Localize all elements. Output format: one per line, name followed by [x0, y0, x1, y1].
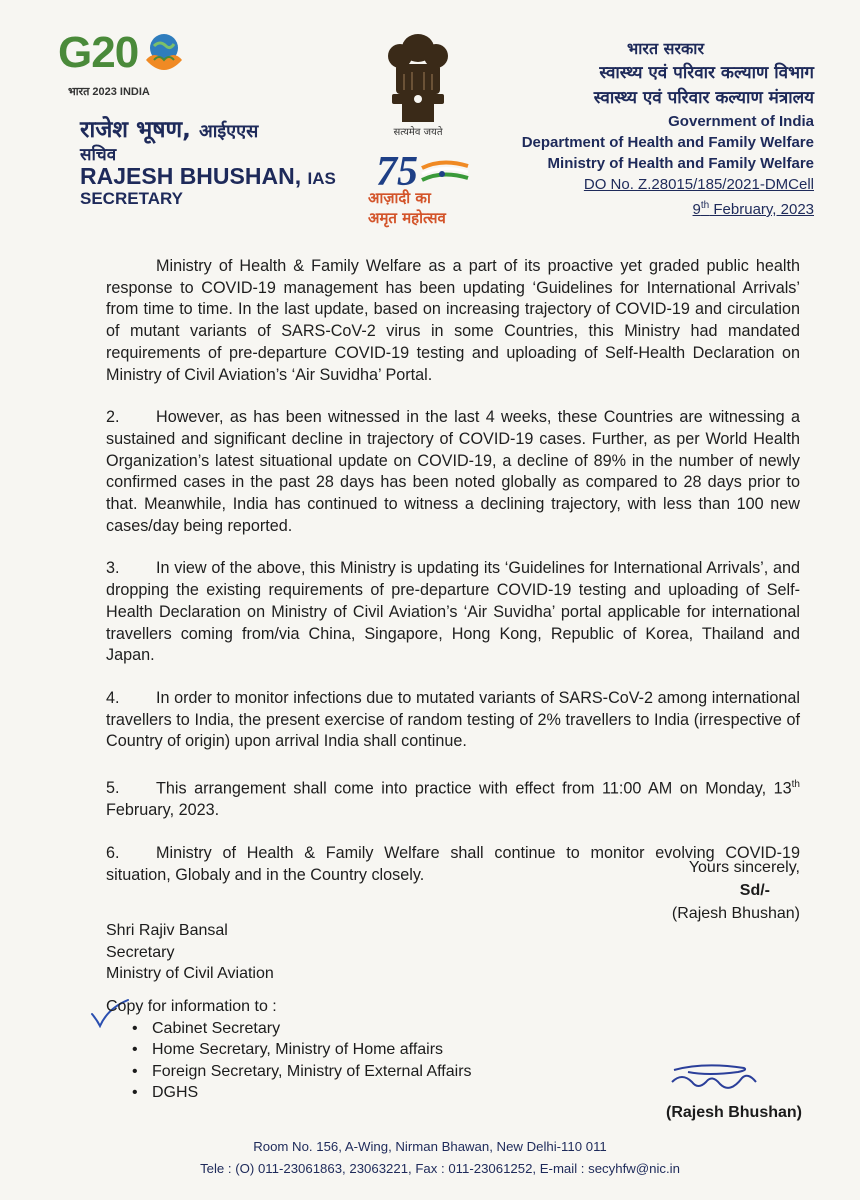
copy-to-list	[106, 1018, 472, 1104]
copy-to-block	[106, 996, 472, 1104]
sender-english-designation: SECRETARY	[80, 189, 183, 208]
handwritten-signature	[668, 1060, 764, 1096]
dept-hindi-line1: भारत सरकार	[627, 39, 704, 58]
dept-hindi-line2: स्वास्थ्य एवं परिवार कल्याण विभाग	[599, 63, 814, 83]
dept-english-line3: Ministry of Health and Family Welfare	[547, 155, 814, 172]
letter-body	[106, 256, 800, 907]
azadi-ka-amrit-mahotsav-logo	[368, 148, 478, 238]
paragraph-4	[106, 688, 800, 753]
dept-hindi-line3: स्वास्थ्य एवं परिवार कल्याण मंत्रालय	[593, 88, 814, 108]
paragraph-2	[106, 407, 800, 537]
letter-date	[474, 195, 814, 220]
closing-block	[672, 856, 800, 925]
lotus-globe-icon	[142, 30, 186, 74]
closing-sd: Sd/-	[739, 882, 770, 899]
paragraph-5	[106, 774, 800, 822]
letter-date-rest: February, 2023	[709, 201, 814, 218]
paragraph-3-text: In view of the above, this Ministry is updating its ‘Guidelines for International Arrivals’, and dropping the existing requirements of pre-departure COVID-19 testing and uploading of Self-Health Declaration on Ministry of Civil Aviation’s ‘Air Suvidha’ portal applicable for international travellers coming from/via China, Singapore, Hong Kong, Republic of Korea, Thailand and Japan.	[106, 559, 800, 665]
footer-address: Room No. 156, A-Wing, Nirman Bhawan, New Delhi-110 011	[253, 1139, 607, 1154]
dept-english-line1: Government of India	[668, 113, 814, 130]
sender-hindi-suffix: आईएएस	[198, 121, 259, 142]
addressee-block	[106, 920, 274, 985]
sender-hindi-designation: सचिव	[80, 145, 117, 165]
footer-contact: Tele : (O) 011-23061863, 23063221, Fax : 011-23061252, E-mail : secyhfw@nic.in	[200, 1161, 680, 1176]
paragraph-6-number: 6.	[106, 843, 120, 862]
paragraph-5-sup: th	[791, 779, 800, 791]
paragraph-2-text: However, as has been witnessed in the last 4 weeks, these Countries are witnessing a sustained and significant decline in trajectory of COVID-19 cases. Further, as per World Health Organization’s latest situational update on COVID-19, a decline of 89% in the number of newly confirmed cases in the past 28 days has been noted globally as compared to 28 days prior to that. Meanwhile, India has continued to witness a declining trajectory, with less than 100 new cases/day being reported.	[106, 408, 800, 535]
sender-hindi-name-text: राजेश भूषण,	[80, 117, 191, 143]
department-header	[474, 36, 814, 220]
closing-salutation: Yours sincerely,	[688, 859, 800, 876]
addressee-office: Ministry of Civil Aviation	[106, 965, 274, 982]
sender-english-name-text: RAJESH BHUSHAN,	[80, 163, 302, 189]
signatory-name: (Rajesh Bhushan)	[665, 1104, 802, 1121]
g20-logo	[58, 28, 198, 98]
list-item: • DGHS	[132, 1082, 472, 1104]
emblem-motto: सत्यमेव जयते	[393, 127, 443, 138]
paragraph-1-text: Ministry of Health & Family Welfare as a part of its proactive yet graded public health response to COVID-19 management has been updating ‘Guidelines for International Arrivals’ from time to time. In the last update, based on increasing trajectory of COVID-19 and circulation of mutant variants of SARS-CoV-2 virus in some Countries, this Ministry had mandated requirements of pre-departure COVID-19 testing and uploading of Self-Health Declaration on Ministry of Civil Aviation’s ‘Air Suvidha’ Portal.	[106, 257, 800, 384]
paragraph-5-number: 5.	[106, 779, 120, 798]
paragraph-5-text-b: February, 2023.	[106, 801, 220, 820]
sender-english-suffix: IAS	[307, 169, 336, 188]
paragraph-3-number: 3.	[106, 559, 120, 578]
azadi-logo-number: 75	[376, 149, 418, 195]
g20-logo-text: G20	[58, 28, 139, 77]
paragraph-1	[106, 256, 800, 386]
letter-date-suffix: th	[700, 200, 710, 211]
dept-english-line2: Department of Health and Family Welfare	[521, 134, 814, 151]
letter-date-day: 9	[692, 201, 701, 218]
paragraph-2-number: 2.	[106, 408, 120, 427]
flag-swoosh-icon	[420, 160, 470, 186]
paragraph-5-text-a: This arrangement shall come into practice with effect from 11:00 AM on Monday, 13	[156, 779, 792, 798]
paragraph-4-number: 4.	[106, 688, 120, 707]
paragraph-6-text: Ministry of Health & Family Welfare shall continue to monitor evolving COVID-19 situation, Globaly and in the Country closely.	[106, 843, 800, 884]
list-item: • Cabinet Secretary	[132, 1018, 472, 1040]
closing-name: (Rajesh Bhushan)	[671, 905, 800, 922]
sender-hindi-name	[80, 112, 258, 144]
paragraph-3	[106, 558, 800, 667]
addressee-name: Shri Rajiv Bansal	[106, 922, 228, 939]
list-item: • Home Secretary, Ministry of Home affairs	[132, 1039, 472, 1061]
g20-logo-subtitle: भारत 2023 INDIA	[68, 86, 150, 98]
copy-to-heading: Copy for information to :	[106, 998, 277, 1015]
national-emblem-icon	[378, 26, 458, 126]
addressee-designation: Secretary	[106, 943, 175, 961]
sender-english-name	[80, 163, 336, 190]
list-item: • Foreign Secretary, Ministry of External Affairs	[132, 1061, 472, 1083]
azadi-logo-line2: अमृत महोत्सव	[368, 209, 446, 227]
paragraph-4-text: In order to monitor infections due to mutated variants of SARS-CoV-2 among international travellers to India, the present exercise of random testing of 2% travellers to India (irrespective of Country of origin) upon arrival India shall continue.	[106, 688, 800, 751]
azadi-logo-line1: आज़ादी का	[368, 189, 431, 207]
do-number: DO No. Z.28015/185/2021-DMCell	[583, 176, 814, 193]
footer	[0, 1136, 860, 1180]
